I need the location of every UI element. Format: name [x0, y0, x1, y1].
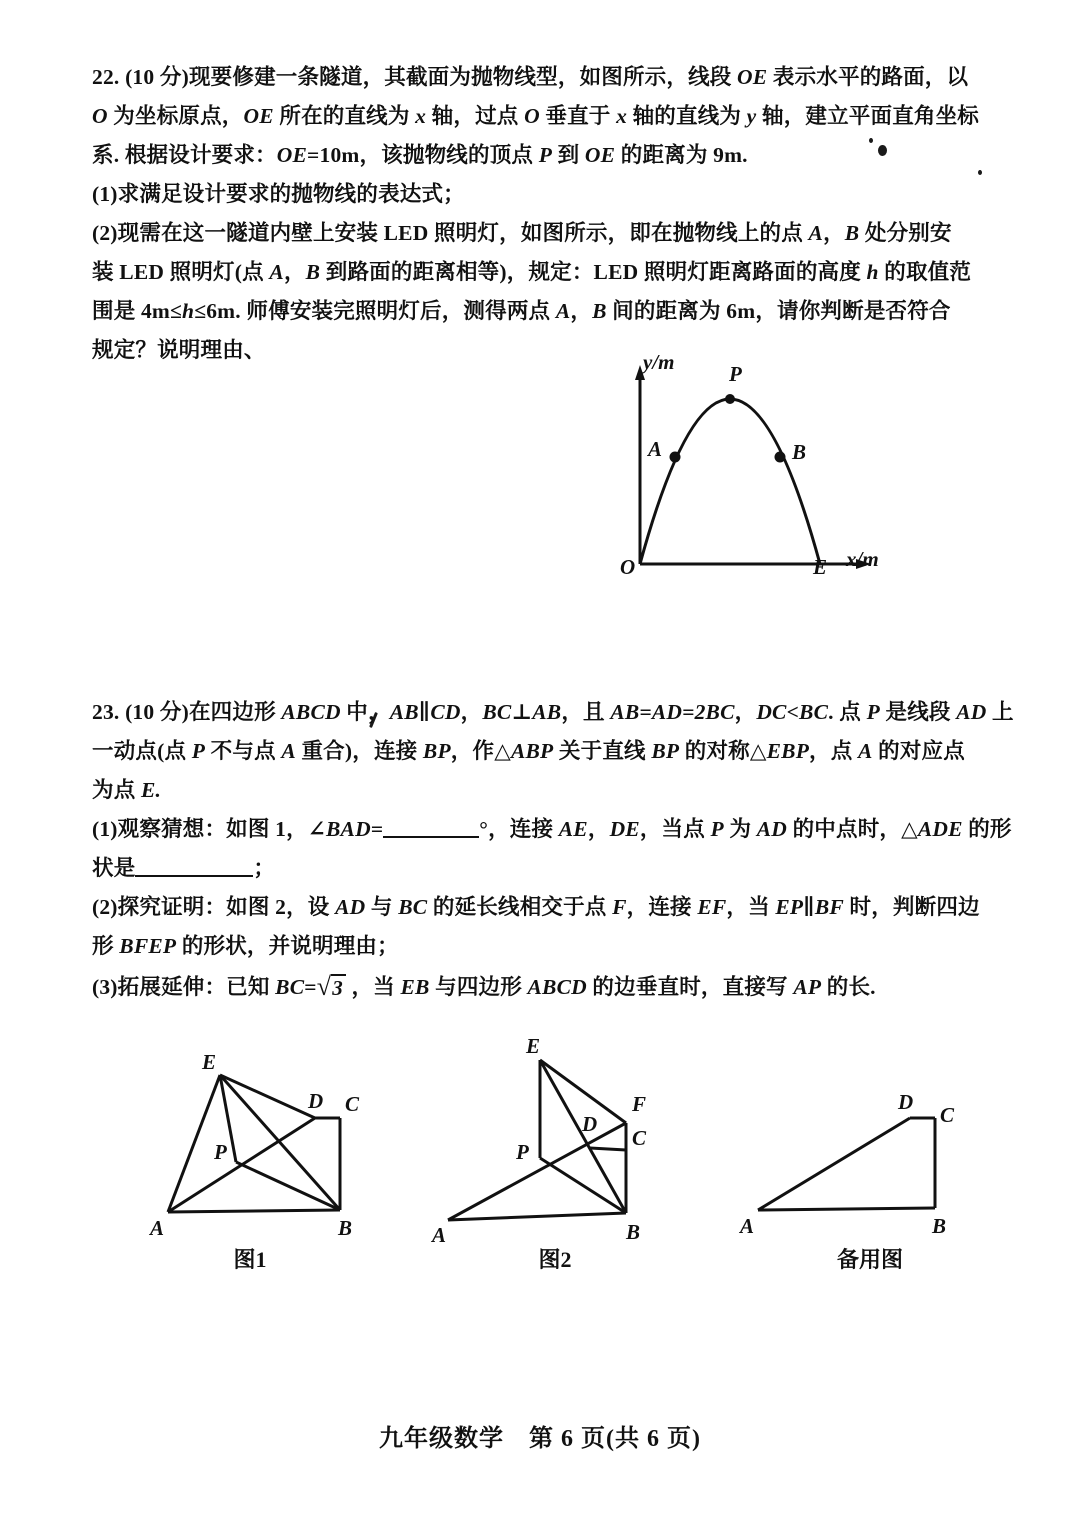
- q23-var-a: A: [858, 739, 873, 763]
- q22-text: 到路面的距离相等)，规定：LED 照明灯距离路面的高度: [320, 260, 867, 284]
- segment-cd: [590, 1148, 626, 1150]
- figure-backup-caption: 备用图: [836, 1247, 903, 1272]
- segment-ab: [448, 1213, 626, 1220]
- q23-var-ap: AP: [793, 975, 822, 999]
- q22-part-2-line-2: [92, 253, 1022, 292]
- q22-var-b: B: [844, 221, 860, 245]
- page-footer: 九年级数学 第 6 页(共 6 页): [379, 1426, 701, 1452]
- q22-part-1: [92, 175, 1022, 214]
- q23-text: ，当: [345, 975, 401, 999]
- q22-text: 到: [552, 143, 585, 167]
- q23-var-abcd: ABCD: [281, 700, 341, 724]
- q23-var-ad: AD: [335, 895, 366, 919]
- q22-var-oe: OE: [737, 65, 768, 89]
- q23-text: ，且: [561, 700, 611, 724]
- q22-var-a: A: [269, 260, 284, 284]
- q23-text: 的边垂直时，直接写: [586, 975, 794, 999]
- q23-text: (1)观察猜想：如图 1，∠: [92, 817, 327, 841]
- figure-backup-svg: [730, 1090, 960, 1240]
- figure-2-label-f: F: [632, 1092, 647, 1116]
- q23-line-1: [92, 693, 1022, 732]
- q23-line-3: [92, 771, 1022, 810]
- q23-text: (2)探究证明：如图 2，设: [92, 895, 336, 919]
- x-axis-label: x/m: [846, 547, 879, 571]
- q22-text: ≤6m. 师傅安装完照明灯后，测得两点: [194, 299, 556, 323]
- q23-var-bc: BC: [275, 975, 305, 999]
- q23-text: 状是: [92, 856, 136, 880]
- point-b-marker: [775, 452, 786, 463]
- q23-var-ad: AD: [956, 700, 987, 724]
- q22-var-a: A: [555, 299, 571, 323]
- sqrt-3-expression: √3: [317, 967, 346, 1008]
- q22-text: ，: [823, 221, 845, 245]
- q23-number: 23.: [92, 700, 126, 724]
- ink-speck: [869, 138, 873, 143]
- figure-2: [430, 1030, 680, 1245]
- figure-1-label-a: A: [150, 1216, 165, 1240]
- figure-1-label-p: P: [214, 1140, 227, 1164]
- parabola-curve: [640, 399, 820, 564]
- figure-2-label-p: P: [516, 1140, 529, 1164]
- figure-2-label-d: D: [582, 1112, 598, 1136]
- q23-rel-bc-ab: BC⊥AB: [482, 700, 562, 724]
- q23-text: 形: [92, 934, 120, 958]
- question-22: [92, 58, 1022, 370]
- figure-1-label-b: B: [338, 1216, 353, 1240]
- q23-text: ，连接: [626, 895, 698, 919]
- q22-var-x: x: [415, 104, 427, 128]
- q23-text: 与四边形: [429, 975, 528, 999]
- q23-text: 重合)，连接: [295, 739, 423, 763]
- point-a-label: A: [648, 437, 663, 461]
- figure-2-label-b: B: [626, 1220, 641, 1244]
- q23-rel-ep-bf: EP∥BF: [775, 895, 844, 919]
- q22-var-oe: OE: [243, 104, 274, 128]
- answer-blank-shape[interactable]: [135, 875, 253, 877]
- q23-text: ，当: [726, 895, 776, 919]
- q23-text: 的形: [962, 817, 1012, 841]
- q22-text: ，: [283, 260, 306, 284]
- q23-text: 的形状，并说明理由；: [176, 934, 399, 958]
- point-e-label: E: [813, 555, 828, 579]
- q23-part-2-line-2: [92, 927, 1022, 966]
- q22-text: 装 LED 照明灯(点: [92, 260, 270, 284]
- q23-rel-ab-cd: AB∥CD: [389, 700, 461, 724]
- q23-var-abp: ABP: [510, 739, 554, 763]
- figure-backup-label-a: A: [740, 1214, 755, 1238]
- q23-text: 时，判断四边: [843, 895, 980, 919]
- q23-var-bp: BP: [422, 739, 451, 763]
- figure-1: [140, 1030, 390, 1245]
- q22-number: 22.: [92, 65, 126, 89]
- q23-text: 的对称△: [679, 739, 767, 763]
- q23-text: 为: [723, 817, 757, 841]
- q23-text: =: [304, 975, 317, 999]
- q23-text: 不与点: [205, 739, 282, 763]
- q23-text: (3)拓展延伸：已知: [92, 975, 276, 999]
- q22-text: 规定？说明理由、: [92, 338, 266, 362]
- q22-text: 所在的直线为: [273, 104, 416, 128]
- point-p-marker: [725, 394, 735, 404]
- q22-var-x: x: [616, 104, 628, 128]
- q23-rel-ab-ad-bc: AB=AD=2BC: [610, 700, 735, 724]
- q22-var-oe: OE: [276, 143, 308, 167]
- q23-var-f: F: [612, 895, 627, 919]
- segment-pb: [236, 1162, 340, 1210]
- tunnel-parabola-diagram: [608, 352, 898, 602]
- segment-ab: [168, 1210, 340, 1212]
- q23-marks: (10 分): [125, 700, 189, 724]
- segment-adf: [448, 1123, 626, 1220]
- q23-var-p: P: [191, 739, 206, 763]
- q22-part-2-line-3: [92, 292, 1022, 331]
- figure-backup-label-d: D: [898, 1090, 914, 1114]
- answer-blank-angle[interactable]: [383, 836, 479, 838]
- figure-1-label-e: E: [202, 1050, 217, 1074]
- q23-text: ，: [460, 700, 483, 724]
- q22-line-2: [92, 97, 1022, 136]
- point-p-label: P: [729, 362, 742, 386]
- q23-text: ，作△: [450, 739, 511, 763]
- q23-text: 一动点(点: [92, 739, 192, 763]
- q23-text: 关于直线: [553, 739, 652, 763]
- q22-marks: (10 分): [125, 65, 189, 89]
- origin-label: O: [620, 555, 636, 579]
- q22-text: ，: [570, 299, 593, 323]
- q22-line-1: [92, 58, 1022, 97]
- segment-ed: [220, 1075, 315, 1118]
- point-b-label: B: [792, 440, 807, 464]
- q22-var-h: h: [182, 299, 195, 323]
- q23-part-1-line-2: [92, 849, 1022, 888]
- q23-text: 的对应点: [872, 739, 965, 763]
- q23-part-2-line-1: [92, 888, 1022, 927]
- q23-var-e: E.: [140, 778, 162, 802]
- q22-var-o: O: [92, 104, 108, 128]
- figure-backup-label-b: B: [932, 1214, 947, 1238]
- q22-text: 轴，建立平面直角坐标: [756, 104, 979, 128]
- q22-var-y: y: [746, 104, 757, 128]
- q23-var-ade: ADE: [917, 817, 963, 841]
- q23-text: . 点: [828, 700, 867, 724]
- q23-part-3: [92, 966, 1022, 1007]
- q22-var-b: B: [592, 299, 607, 323]
- segment-pb: [540, 1158, 626, 1213]
- q22-part1-text: (1)求满足设计要求的抛物线的表达式；: [92, 182, 465, 206]
- q23-text: 上: [986, 700, 1014, 724]
- q23-text: ；: [253, 856, 276, 880]
- q23-var-bc: BC: [398, 895, 428, 919]
- q23-var-ebp: EBP: [766, 739, 810, 763]
- q22-text: 轴，过点: [426, 104, 525, 128]
- q22-text: 间的距离为 6m，请你判断是否符合: [606, 299, 951, 323]
- q23-var-bp: BP: [651, 739, 680, 763]
- q23-var-eb: EB: [400, 975, 430, 999]
- y-axis-label: y/m: [643, 350, 675, 374]
- q23-text: 在四边形: [188, 700, 282, 724]
- q23-var-de: DE: [609, 817, 640, 841]
- q23-text: 为点: [92, 778, 141, 802]
- q23-angle-bad: BAD: [326, 817, 371, 841]
- segment-ae: [168, 1075, 220, 1212]
- q22-text: 系. 根据设计要求：: [92, 143, 277, 167]
- q23-var-bfep: BFEP: [119, 934, 177, 958]
- q22-text: 现要修建一条隧道，其截面为抛物线型，如图所示，线段: [188, 65, 738, 89]
- q23-var-abcd: ABCD: [527, 975, 587, 999]
- q22-text: 垂直于: [539, 104, 617, 128]
- q22-text: 的距离为 9m.: [615, 143, 748, 167]
- q22-text: 为坐标原点，: [107, 104, 244, 128]
- point-a-marker: [670, 452, 681, 463]
- q23-var-p: P: [710, 817, 724, 841]
- q23-text: ，当点: [639, 817, 711, 841]
- q22-text: =10m，该抛物线的顶点: [307, 143, 539, 167]
- q23-text: ，: [587, 817, 610, 841]
- q22-text: 处分别安: [859, 221, 952, 245]
- q23-part-1-line-1: [92, 810, 1022, 849]
- q22-var-p: P: [538, 143, 553, 167]
- q23-text: 与: [365, 895, 399, 919]
- q22-text: 轴的直线为: [627, 104, 747, 128]
- q23-rel-dc-bc: DC<BC: [756, 700, 829, 724]
- q23-var-ef: EF: [697, 895, 727, 919]
- figure-2-label-e: E: [526, 1034, 541, 1058]
- q23-text: ，: [734, 700, 757, 724]
- segment-ab: [758, 1208, 935, 1210]
- figure-2-label-c: C: [632, 1126, 647, 1150]
- figure-backup: [730, 1090, 960, 1240]
- q22-text: (2)现需在这一隧道内壁上安装 LED 照明灯，如图所示，即在抛物线上的点: [92, 221, 809, 245]
- q23-text: ，点: [809, 739, 859, 763]
- segment-da: [758, 1118, 910, 1210]
- q23-text: =: [370, 817, 384, 841]
- q23-var-p: P: [866, 700, 880, 724]
- q23-text: 中，: [340, 700, 390, 724]
- q23-line-2: [92, 732, 1022, 771]
- q23-var-ae: AE: [558, 817, 588, 841]
- q23-text: 是线段: [879, 700, 957, 724]
- figure-1-label-c: C: [345, 1092, 360, 1116]
- figure-1-svg: [140, 1030, 390, 1245]
- figure-1-label-d: D: [308, 1089, 324, 1113]
- q23-text: °，连接: [479, 817, 559, 841]
- figure-2-label-a: A: [432, 1223, 447, 1247]
- q22-part-2-line-1: [92, 214, 1022, 253]
- q22-var-a: A: [808, 221, 824, 245]
- q23-text: 的中点时，△: [787, 817, 918, 841]
- q22-text: 表示水平的路面，以: [767, 65, 969, 89]
- q22-var-oe: OE: [584, 143, 616, 167]
- figure-2-caption: 图2: [538, 1247, 572, 1272]
- ink-speck: [878, 145, 887, 156]
- q22-var-h: h: [866, 260, 879, 284]
- figure-backup-label-c: C: [940, 1103, 955, 1127]
- q22-var-b: B: [305, 260, 321, 284]
- q22-text: 的取值范: [878, 260, 972, 284]
- q23-var-a: A: [281, 739, 296, 763]
- q23-var-ad: AD: [756, 817, 788, 841]
- q22-var-o: O: [524, 104, 540, 128]
- question-23: [92, 693, 1022, 1007]
- figure-1-caption: 图1: [233, 1247, 267, 1272]
- q23-text: 的延长线相交于点: [427, 895, 613, 919]
- q22-text: 围是 4m≤: [92, 299, 183, 323]
- ink-speck: [978, 170, 982, 175]
- q23-text: 的长.: [821, 975, 876, 999]
